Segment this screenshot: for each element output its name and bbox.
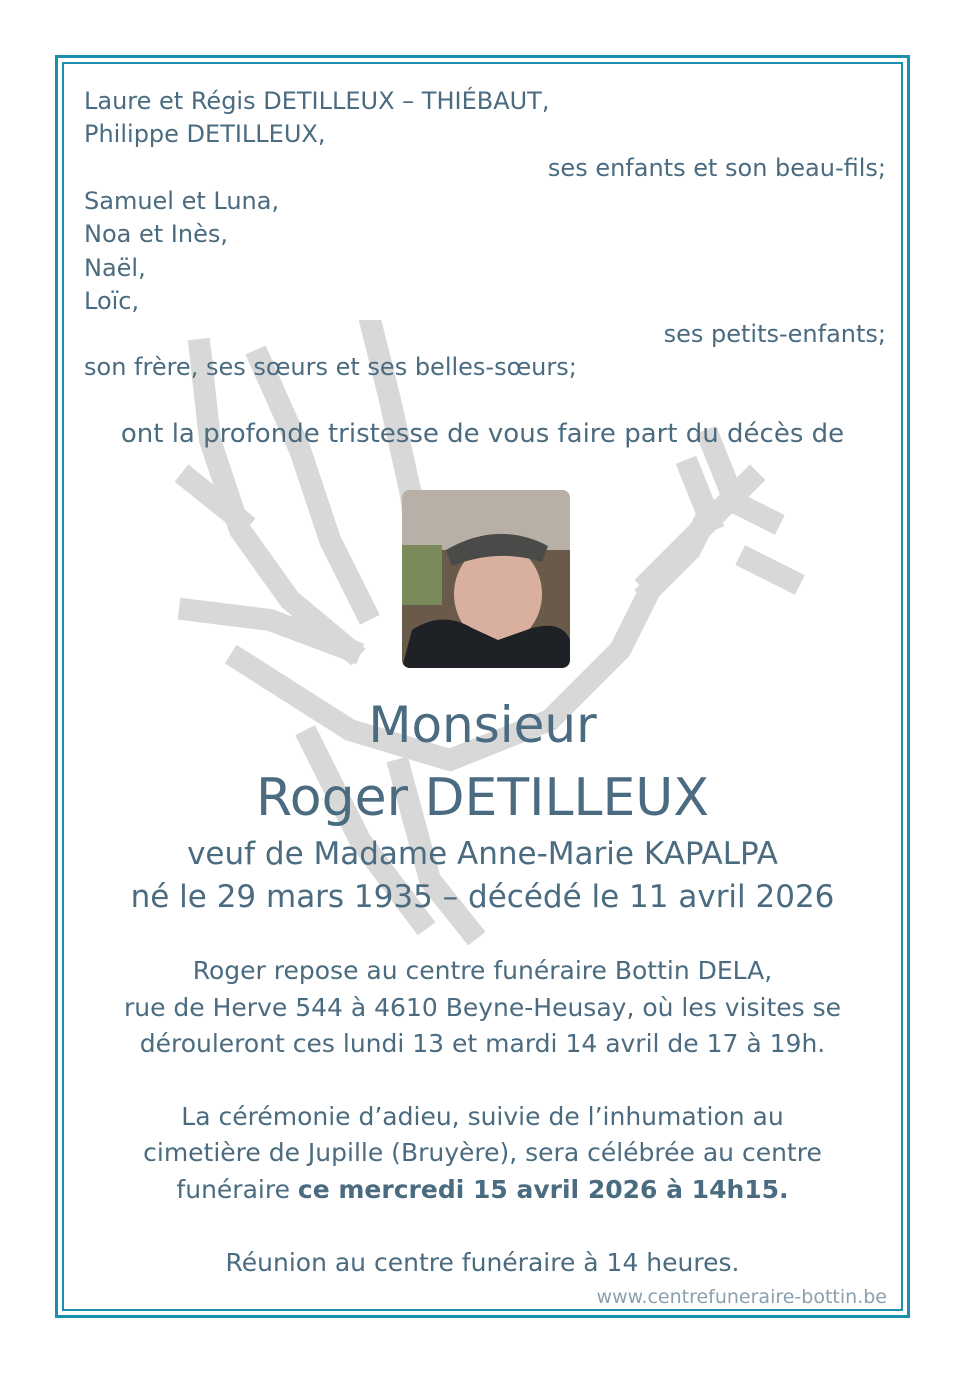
- deceased-name: Roger DETILLEUX: [256, 768, 709, 828]
- visits-line-1: Roger repose au centre funéraire Bottin DELA,: [192, 956, 773, 985]
- ceremony-line-3-prefix: funéraire: [176, 1175, 298, 1204]
- deceased-title: Monsieur: [368, 696, 597, 754]
- ceremony-date-emphasis: ce mercredi 15 avril 2026 à 14h15.: [297, 1175, 789, 1204]
- ceremony-line-2: cimetière de Jupille (Bruyère), sera célébrée au centre: [143, 1138, 822, 1167]
- announcement: ont la profonde tristesse de vous faire part du décès de: [120, 419, 845, 449]
- reunion-note: Réunion au centre funéraire à 14 heures.: [225, 1248, 740, 1277]
- portrait-photo: [402, 490, 570, 668]
- family-siblings: son frère, ses sœurs et ses belles-sœurs;: [84, 353, 577, 381]
- family-role-children: ses enfants et son beau-fils;: [547, 154, 886, 182]
- family-line-2: Philippe DETILLEUX,: [84, 120, 326, 148]
- visits-line-2: rue de Herve 544 à 4610 Beyne-Heusay, où les visites se: [123, 993, 842, 1022]
- grandchild-1: Samuel et Luna,: [84, 187, 280, 215]
- grandchild-3: Naël,: [84, 254, 146, 282]
- website-link[interactable]: www.centrefuneraire-bottin.be: [596, 1286, 887, 1308]
- ceremony-line-1: La cérémonie d’adieu, suivie de l’inhumation au: [181, 1102, 784, 1131]
- deceased-dates: né le 29 mars 1935 – décédé le 11 avril 2026: [130, 879, 835, 915]
- deceased-spouse: veuf de Madame Anne-Marie KAPALPA: [187, 836, 778, 872]
- family-role-grandchildren: ses petits-enfants;: [663, 320, 886, 348]
- ceremony-line-3: [62, 1177, 903, 1202]
- family-line-1: Laure et Régis DETILLEUX – THIÉBAUT,: [84, 87, 550, 115]
- grandchild-2: Noa et Inès,: [84, 220, 228, 248]
- grandchild-4: Loïc,: [84, 287, 140, 315]
- visits-line-3: dérouleront ces lundi 13 et mardi 14 avril de 17 à 19h.: [139, 1029, 826, 1058]
